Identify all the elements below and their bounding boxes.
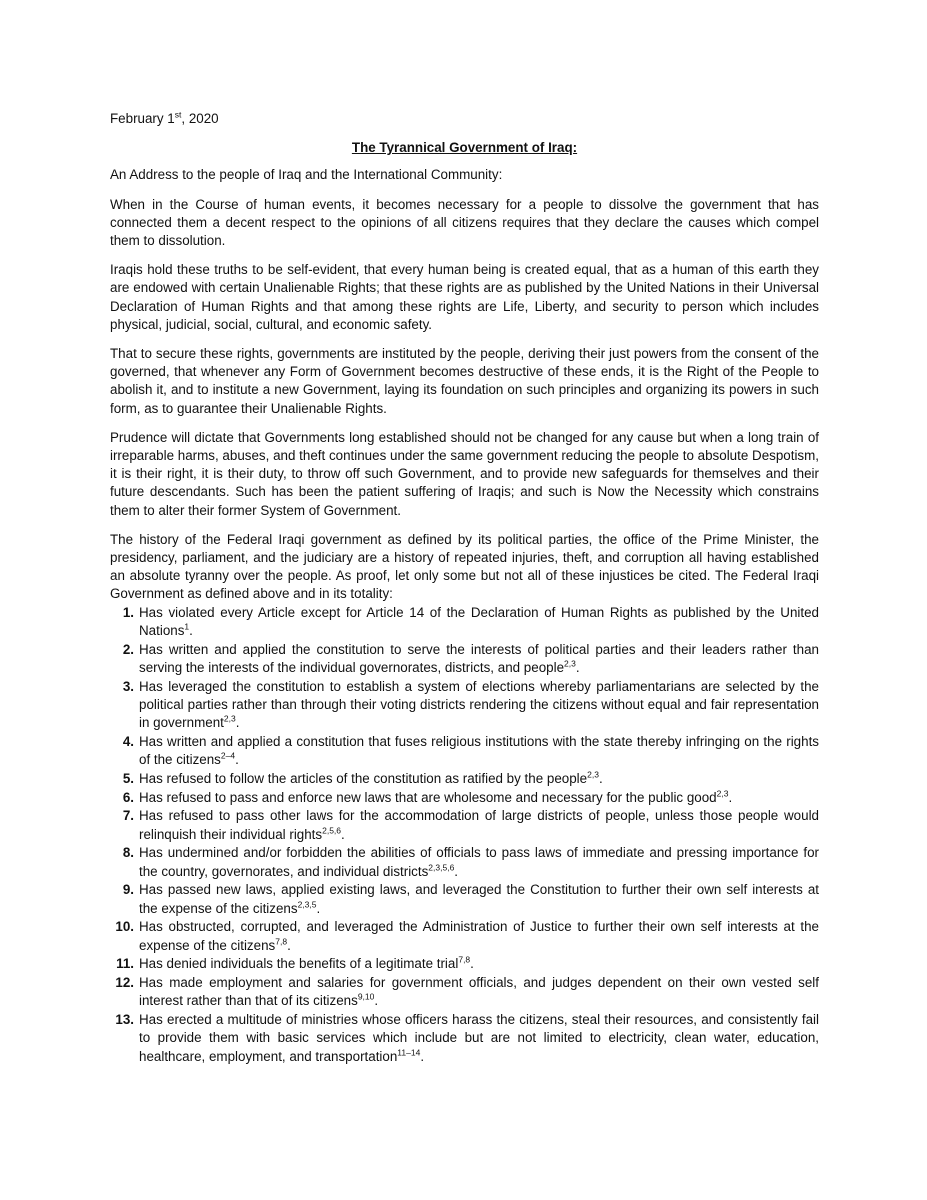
list-item: 1. Has violated every Article except for Article 14 of the Declaration of Human Rights as published by the United Nations$^1$.	[122, 604, 819, 638]
paragraph-4: Prudence will dictate that Governments long established should not be changed for any cause but when a long train of irreparable harms, abuses, and theft continues under the same government reducing the people to absolute Despotism, it is their right, it is their duty, to throw off such Government, and to provide new safeguards for themselves and their future descendants. Such has been the patient suffering of Iraqis; and such is Now the Necessity which constrains them to alter their former System of Government.	[110, 429, 819, 518]
list-item: 13. Has erected a multitude of ministries whose officers harass the citizens, steal their resources, and consistently fail to provide them with basic services which include but are not limited to electricity, clean water, education, healthcare, employment, and transportation$^{11-14}$.	[115, 1012, 819, 1064]
list-item: 7. Has refused to pass other laws for the accommodation of large districts of people, unless those people would relinquish their individual rights$^{2,5,6}$.	[122, 808, 819, 842]
list-item: 9. Has passed new laws, applied existing laws, and leveraged the Constitution to further their own self interests at the expense of the citizens$^{2,3,5}$.	[122, 882, 819, 916]
grievance-list	[110, 604, 819, 1066]
paragraph-1: When in the Course of human events, it becomes necessary for a people to dissolve the government that has connected them a decent respect to the opinions of all citizens requires that they declare the causes which compel them to dissolution.	[110, 196, 819, 249]
list-item: 8. Has undermined and/or forbidden the abilities of officials to pass laws of immediate and pressing importance for the country, governorates, and individual districts$^{2,3,5,6}$.	[122, 845, 819, 879]
list-item: 6. Has refused to pass and enforce new laws that are wholesome and necessary for the public good$^{2,3}$.	[122, 788, 733, 805]
document-date: February 1st, 2020	[110, 109, 219, 126]
paragraph-3: That to secure these rights, governments are instituted by the people, deriving their just powers from the consent of the governed, that whenever any Form of Government becomes destructive of these ends, it is the Right of the People to abolish it, and to institute a new Government, laying its foundation on such principles and organizing its powers in such form, as to guarantee their Unalienable Rights.	[110, 346, 819, 416]
document-page	[110, 110, 819, 1066]
list-item: 3. Has leveraged the constitution to establish a system of elections whereby parliamentarians are selected by the political parties rather than through their voting districts rendering the citizens without equal and fair representation in government$^{2,3}$.	[122, 678, 819, 731]
list-item: 10. Has obstructed, corrupted, and leveraged the Administration of Justice to further their own self interests at the expense of the citizens$^{7,8}$.	[115, 919, 819, 953]
grievances-intro: The history of the Federal Iraqi government as defined by its political parties, the office of the Prime Minister, the presidency, parliament, and the judiciary are a history of repeated injuries, theft, and corruption all having established an absolute tyranny over the people. As proof, let only some but not all of these injustices be cited. The Federal Iraqi Government as defined above and in its totality:	[110, 531, 819, 602]
paragraph-2: Iraqis hold these truths to be self-evident, that every human being is created equal, that as a human of this earth they are endowed with certain Unalienable Rights; that these rights are as published by the United Nations in their Universal Declaration of Human Rights and that among these rights are Life, Liberty, and security to person which includes physical, judicial, social, cultural, and economic safety.	[110, 262, 819, 332]
list-item: 2. Has written and applied the constitution to serve the interests of political parties and their leaders rather than serving the interests of the individual governorates, districts, and people$^{2,3}$.	[122, 641, 819, 675]
document-title: The Tyrannical Government of Iraq:	[351, 140, 578, 156]
address-line: An Address to the people of Iraq and the International Community:	[110, 167, 503, 183]
list-item: 11. Has denied individuals the benefits of a legitimate trial$^{7,8}$.	[116, 955, 474, 972]
list-item: 4. Has written and applied a constitution that fuses religious institutions with the state thereby infringing on the rights of the citizens$^{2-4}$.	[122, 733, 819, 768]
list-item: 12. Has made employment and salaries for government officials, and judges dependent on their own vested self interest rather than that of its citizens$^{9,10}$.	[115, 975, 819, 1009]
list-item: 5. Has refused to follow the articles of the constitution as ratified by the people$^{2,3}$.	[122, 769, 603, 786]
